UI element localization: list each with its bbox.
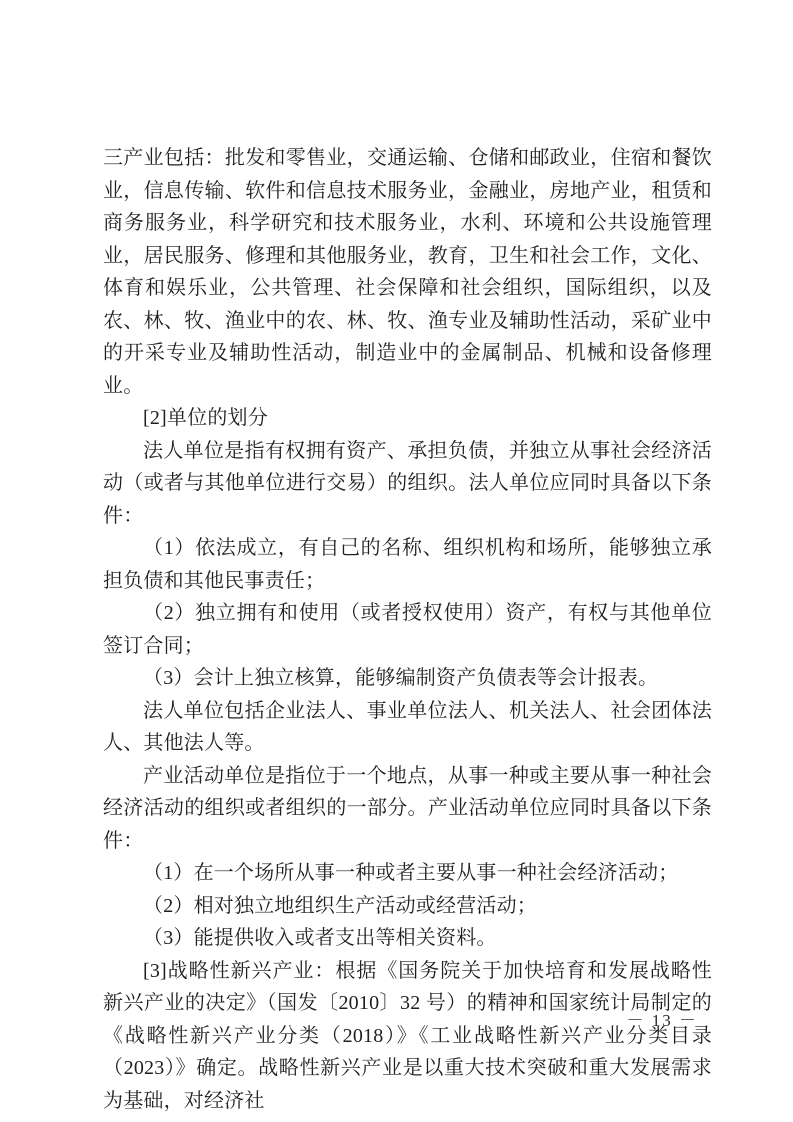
paragraph-condition-1: （1）依法成立，有自己的名称、组织机构和场所，能够独立承担负债和其他民事责任； — [103, 537, 712, 592]
paragraph-industry-list: 三产业包括：批发和零售业，交通运输、仓储和邮政业，住宿和餐饮业，信息传输、软件和信息技术服务业，金融业，房地产业，租赁和商务服务业，科学研究和技术服务业，水利、环境和公共设施管理业，居民服务、修理和其他服务业，教育，卫生和社会工作，文化、体育和娱乐业，公共管理、社会保障和社会组织，国际组织，以及农、林、牧、渔业中的农、林、牧、渔专业及辅助性活动，采矿业中的开采专业及辅助性活动，制造业中的金属制品、机械和设备修理业。 — [103, 147, 712, 397]
paragraph-activity-condition-2: （2）相对独立地组织生产活动或经营活动； — [143, 894, 537, 917]
paragraph-legal-unit-types: 法人单位包括企业法人、事业单位法人、机关法人、社会团体法人、其他法人等。 — [103, 699, 712, 754]
page-footer — [578, 1010, 698, 1032]
paragraph-activity-unit-definition: 产业活动单位是指位于一个地点，从事一种或主要从事一种社会经济活动的组织或者组织的一部分。产业活动单位应同时具备以下条件： — [103, 764, 712, 852]
paragraph-note2-heading: [2]单位的划分 — [143, 407, 268, 429]
paragraph-legal-unit-definition: 法人单位是指有权拥有资产、承担负债，并独立从事社会经济活动（或者与其他单位进行交易）的组织。法人单位应同时具备以下条件： — [103, 439, 712, 527]
paragraph-note3-strategic-industries: [3]战略性新兴产业：根据《国务院关于加快培育和发展战略性新兴产业的决定》（国发〔2010〕32 号）的精神和国家统计局制定的《战略性新兴产业分类（2018）》《工业战略性新兴产业分类目录（2023）》确定。战略性新兴产业是以重大技术突破和重大发展需求为基础，对经济社 — [103, 959, 712, 1112]
paragraph-activity-condition-3: （3）能提供收入或者支出等相关资料。 — [143, 927, 497, 949]
paragraph-condition-2: （2）独立拥有和使用（或者授权使用）资产，有权与其他单位签订合同； — [103, 602, 712, 657]
paragraph-condition-3: （3）会计上独立核算，能够编制资产负债表等会计报表。 — [143, 667, 659, 689]
paragraph-activity-condition-1: （1）在一个场所从事一种或者主要从事一种社会经济活动； — [143, 862, 679, 884]
page-number: － 13 － — [626, 1011, 698, 1030]
text-block — [103, 142, 712, 1117]
